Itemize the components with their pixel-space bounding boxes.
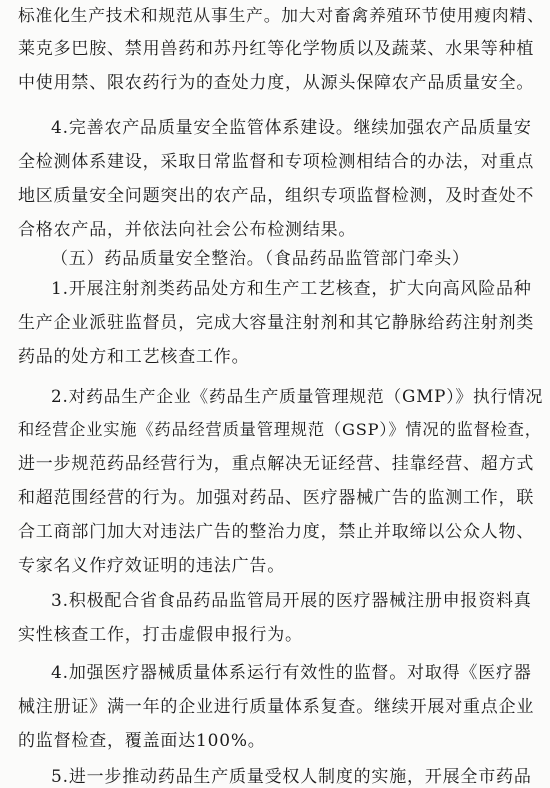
- text-line: 1.开展注射剂类药品处方和生产工艺核查，扩大向高风险品种: [51, 279, 532, 299]
- text-line: 标准化生产技术和规范从事生产。加大对畜禽养殖环节使用瘦肉精、: [18, 5, 545, 25]
- text-line: 进一步规范药品经营行为，重点解决无证经营、挂靠经营、超方式: [18, 454, 535, 474]
- text-line: 2.对药品生产企业《药品生产质量管理规范（GMP）》执行情况: [51, 386, 544, 406]
- text-line: 和超范围经营的行为。加强对药品、医疗器械广告的监测工作，联: [18, 488, 535, 508]
- section-heading: （五）药品质量安全整治。（食品药品监管部门牵头）: [51, 249, 470, 269]
- text-line: 和经营企业实施《药品经营质量管理规范（GSP）》情况的监督检查，: [18, 420, 542, 439]
- text-line: 4.加强医疗器械质量体系运行有效性的监督。对取得《医疗器: [51, 663, 532, 683]
- text-line: 合工商部门加大对违法广告的整治力度，禁止并取缔以公众人物、: [18, 522, 535, 542]
- text-line: 中使用禁、限农药行为的查处力度，从源头保障农产品质量安全。: [18, 73, 535, 93]
- text-line: 地区质量安全问题突出的农产品，组织专项监督检测，及时查处不: [18, 186, 535, 206]
- text-line: 药品的处方和工艺核查工作。: [18, 347, 250, 367]
- text-line: 生产企业派驻监督员，完成大容量注射剂和其它静脉给药注射剂类: [18, 313, 535, 333]
- text-line: 4.完善农产品质量安全监管体系建设。继续加强农产品质量安: [51, 118, 532, 138]
- text-line: 全检测体系建设，采取日常监督和专项检测相结合的办法，对重点: [18, 152, 535, 172]
- text-line: 专家名义作疗效证明的违法广告。: [18, 556, 285, 576]
- text-line: 实性核查工作，打击虚假申报行为。: [18, 625, 303, 645]
- text-line: 械注册证》满一年的企业进行质量体系复查。继续开展对重点企业: [18, 697, 535, 717]
- text-line: 合格农产品，并依法向社会公布检测结果。: [18, 220, 357, 240]
- text-line: 的监督检查，覆盖面达100%。: [18, 731, 266, 751]
- text-line: 莱克多巴胺、禁用兽药和苏丹红等化学物质以及蔬菜、水果等种植: [18, 39, 535, 59]
- text-line: 5.进一步推动药品生产质量受权人制度的实施，开展全市药品: [51, 767, 532, 787]
- text-line: 3.积极配合省食品药品监管局开展的医疗器械注册申报资料真: [51, 591, 532, 611]
